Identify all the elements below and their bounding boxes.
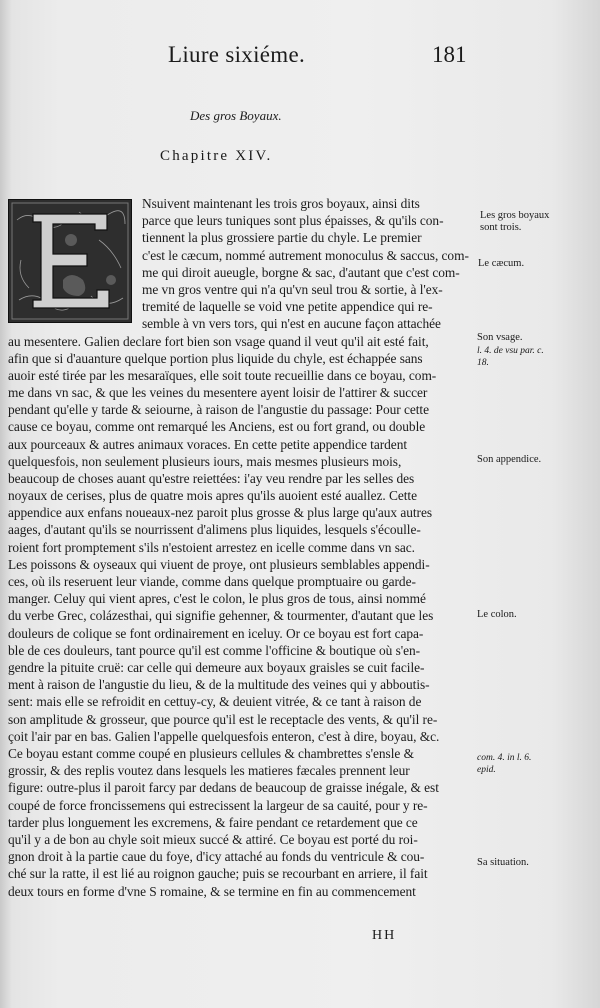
margin-note: com. 4. in l. 6. epid. bbox=[477, 753, 532, 775]
text-line: Nsuivent maintenant les trois gros boyaux, ainsi dits bbox=[142, 196, 420, 211]
text-line: appendice aux enfans noueaux-nez paroit plus grosse & plus large qu'aux autres bbox=[8, 505, 433, 520]
text-line: afin que si d'auanture quelque portion plus liquide du chyle, est échappée sans bbox=[8, 351, 423, 366]
text-line: Ce boyau estant comme coupé en plusieurs cellules & chambrettes s'ensle & bbox=[8, 746, 414, 761]
text-line: coupé de force froncissemens qui estrecissent la largeur de sa cauité, pour y re- bbox=[8, 798, 428, 813]
text-line: ces, où ils reseruent leur viande, comme dans quelque promptuaire ou garde- bbox=[8, 574, 416, 589]
text-line: au mesentere. Galien declare fort bien son vsage quand il veut qu'il ait esté fait, bbox=[8, 334, 429, 349]
text-line: pendant qu'elle y tarde & seiourne, à raison de l'angustie du passage: Pour cette bbox=[8, 402, 429, 417]
text-line: quelquesfois, non seulement plusieurs iours, mais mesmes plusieurs mois, bbox=[8, 454, 402, 469]
margin-note: Les gros boyaux sont trois. bbox=[480, 210, 550, 233]
text-line: ble de ces douleurs, tant pource qu'il est comme l'officine & boutique où s'en- bbox=[8, 643, 421, 658]
text-line: figure: outre-plus il paroit farcy par dedans de beaucoup de graisse inégale, & est bbox=[8, 780, 439, 795]
text-line: gnon droit à la partie caue du foye, d'icy attaché au fonds du ventricule & cou- bbox=[8, 849, 425, 864]
text-line: ment à raison de l'angustie du lieu, & de la multitude des veines qui y abboutis- bbox=[8, 677, 430, 692]
text-line: noyaux de cerises, plus de quatre mois apres qu'ils auoient esté auallez. Cette bbox=[8, 488, 417, 503]
text-line: grossir, & des replis voutez dans lesquels les matieres fæcales prennent leur bbox=[8, 763, 410, 778]
margin-note: Son appendice. bbox=[477, 454, 542, 465]
text-line: c'est le cæcum, nommé autrement monoculus & saccus, com- bbox=[142, 248, 469, 263]
text-line: me dans vn sac, & que les veines du mesentere ayent loisir de l'attirer & succer bbox=[8, 385, 428, 400]
margin-note: Le cæcum. bbox=[478, 258, 525, 269]
text-line: son amplitude & grosseur, que pource qu'il est le receptacle des vents, & qu'il re- bbox=[8, 712, 438, 727]
margin-note: l. 4. de vsu par. c. 18. bbox=[477, 346, 544, 368]
page-number: 181 bbox=[432, 42, 467, 67]
section-title: Des gros Boyaux. bbox=[190, 108, 282, 123]
text-line: roient fort promptement s'ils n'estoient arrestez en icelle comme dans vn sac. bbox=[8, 540, 415, 555]
text-line: tarder plus longuement les excremens, & faire pendant ce retardement que ce bbox=[8, 815, 418, 830]
text-line: gendre la pituite cruë: car celle qui demeure aux boyaux graisles se cuit facile- bbox=[8, 660, 425, 675]
running-title: Liure sixiéme. bbox=[168, 42, 306, 67]
text-line: me vn gros ventre qui n'a qu'vn seul trou & sortie, à l'ex- bbox=[142, 282, 443, 297]
text-line: deux tours en forme d'vne S romaine, & se termine en fin au commencement bbox=[8, 884, 416, 899]
text-line: sent: mais elle se refroidit en cettuy-cy, & deuient vitrée, & ce tant à raison de bbox=[8, 694, 422, 709]
text-line: douleurs de colique se font ordinairement en iceluy. Or ce boyau est fort capa- bbox=[8, 626, 424, 641]
signature-mark: HH bbox=[372, 928, 397, 943]
text-line: beaucoup de choses auant qu'estre reiettées: i'ay veu rendre par les selles des bbox=[8, 471, 415, 486]
text-line: aages, d'autant qu'ils se nourrissent d'alimens plus liquides, lesquels s'écoulle- bbox=[8, 522, 421, 537]
margin-note: Son vsage. bbox=[477, 332, 523, 343]
chapter-title: Chapitre XIV. bbox=[160, 148, 273, 164]
text-line: auoir esté tirée par les mesaraïques, elle soit toute recueillie dans ce boyau, com- bbox=[8, 368, 437, 383]
text-line: ché sur la ratte, il est lié au roignon gauche; puis se recourbant en arriere, il fait bbox=[8, 866, 428, 881]
text-line: Les poissons & oyseaux qui viuent de proye, ont plusieurs semblables appendi- bbox=[8, 557, 430, 572]
text-line: cause ce boyau, comme ont remarqué les Anciens, est ou fort grand, ou double bbox=[8, 419, 426, 434]
margin-note: Sa situation. bbox=[477, 857, 529, 868]
text-line: çoit l'air par en bas. Galien l'appelle quelquesfois enteron, c'est à dire, boyau, &c. bbox=[8, 729, 440, 744]
text-line: aux pourceaux & autres animaux voraces. En cette petite appendice tardent bbox=[8, 437, 408, 452]
text-line: parce que leurs tuniques sont plus épaisses, & qu'ils con- bbox=[142, 213, 444, 228]
text-line: tiennent la plus grossiere partie du chyle. Le premier bbox=[142, 230, 422, 245]
text-line: qu'il y a de bon au chyle soit mieux succé & attiré. Ce boyau est porté du roi- bbox=[8, 832, 418, 847]
text-line: manger. Celuy qui vient apres, c'est le colon, le plus gros de tous, ainsi nommé bbox=[8, 591, 426, 606]
text-line: me qui diroit aueugle, borgne & sac, d'autant que c'est com- bbox=[142, 265, 460, 280]
text-line: semble à vn vers tors, qui n'est en aucune façon attachée bbox=[142, 316, 441, 331]
margin-note: Le colon. bbox=[477, 609, 517, 620]
text-line: du verbe Grec, colázesthai, qui signifie gehenner, & tourmenter, d'autant que les bbox=[8, 608, 434, 623]
text-line: tremité de laquelle se void vne petite appendice qui re- bbox=[142, 299, 433, 314]
